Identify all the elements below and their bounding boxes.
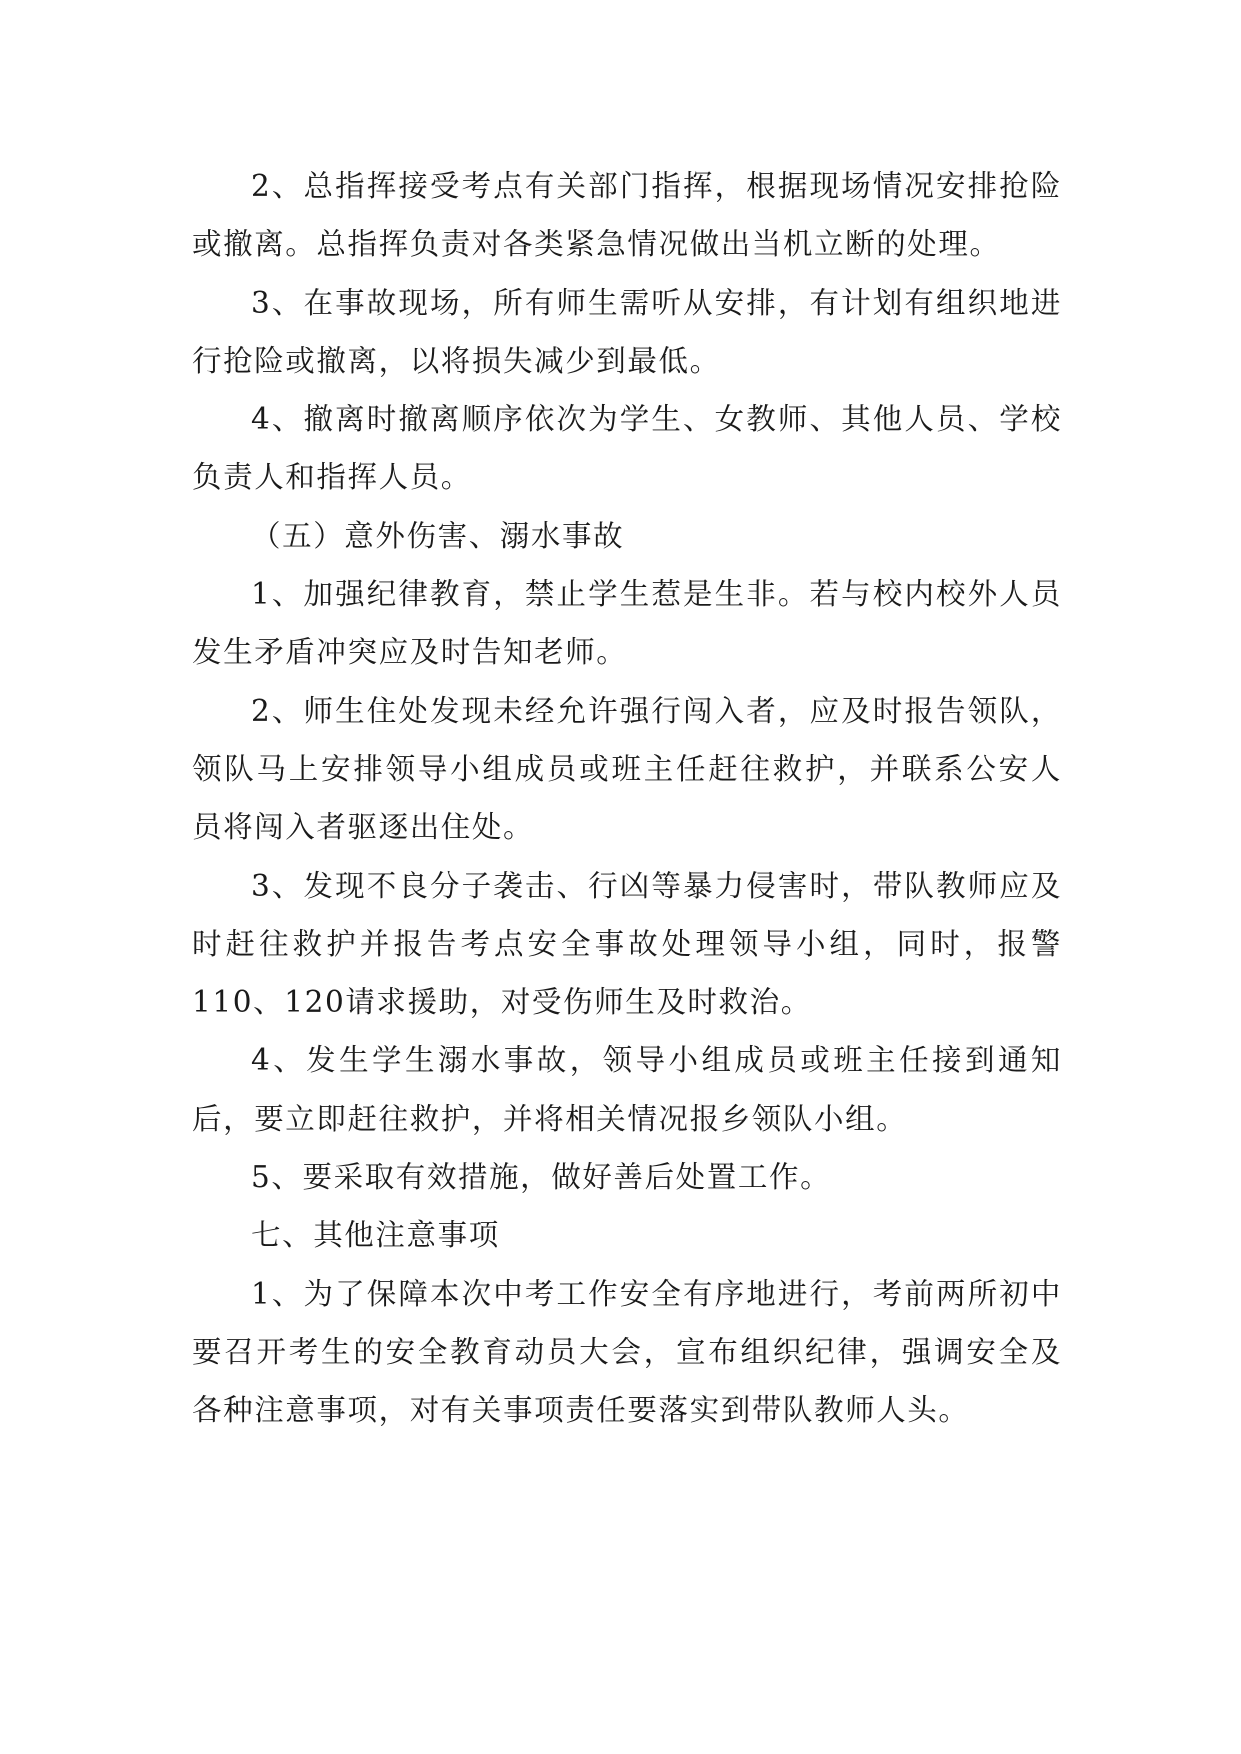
document-body <box>192 157 1062 1440</box>
paragraph-2-intruder: 2、师生住处发现未经允许强行闯入者，应及时报告领队，领队马上安排领导小组成员或班主任赶往救护，并联系公安人员将闯入者驱逐出住处。 <box>192 693 1062 845</box>
paragraph-4-evacuation-order: 4、撤离时撤离顺序依次为学生、女教师、其他人员、学校负责人和指挥人员。 <box>192 402 1062 495</box>
paragraph-3-accident-site: 3、在事故现场，所有师生需听从安排，有计划有组织地进行抢险或撤离，以将损失减少到最低。 <box>192 285 1062 378</box>
paragraph-1-safety-meeting: 1、为了保障本次中考工作安全有序地进行，考前两所初中要召开考生的安全教育动员大会，宣布组织纪律，强调安全及各种注意事项，对有关事项责任要落实到带队教师人头。 <box>192 1276 1062 1428</box>
paragraph-4-drowning: 4、发生学生溺水事故，领导小组成员或班主任接到通知后，要立即赶往救护，并将相关情况报乡领队小组。 <box>192 1043 1062 1136</box>
section-heading-accidental-injury: （五）意外伤害、溺水事故 <box>251 518 625 553</box>
section-heading-other-notes: 七、其他注意事项 <box>251 1218 500 1253</box>
paragraph-3-violence: 3、发现不良分子袭击、行凶等暴力侵害时，带队教师应及时赶往救护并报告考点安全事故处理领导小组，同时，报警110、120请求援助，对受伤师生及时救治。 <box>192 868 1062 1020</box>
paragraph-2-commander: 2、总指挥接受考点有关部门指挥，根据现场情况安排抢险或撤离。总指挥负责对各类紧急情况做出当机立断的处理。 <box>192 169 1062 262</box>
paragraph-5-aftermath: 5、要采取有效措施，做好善后处置工作。 <box>251 1160 832 1195</box>
paragraph-1-discipline: 1、加强纪律教育，禁止学生惹是生非。若与校内校外人员发生矛盾冲突应及时告知老师。 <box>192 577 1062 670</box>
